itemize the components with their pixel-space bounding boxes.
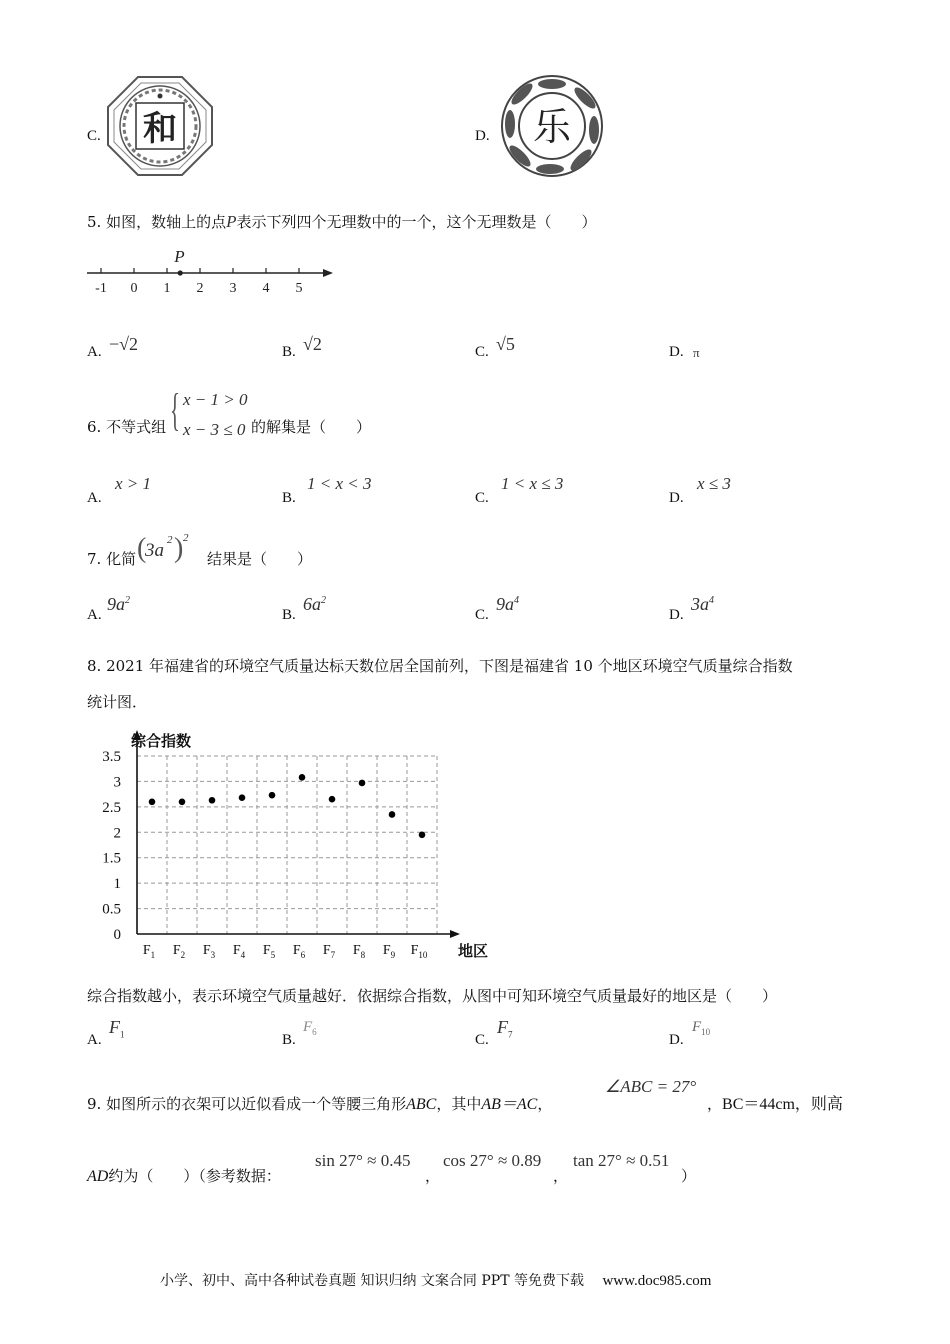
footer-text: 小学、初中、高中各种试卷真题 知识归纳 文案合同 PPT 等免费下载 (160, 1273, 584, 1289)
q5-option-d-label: D. (669, 344, 684, 360)
q9-line1-left: 9. 如图所示的衣架可以近似看成一个等腰三角形ABC，其中AB＝AC， (87, 1095, 553, 1113)
q7-stem-post: 结果是（ ） (207, 550, 313, 568)
chart-ytick-label: 3 (113, 774, 121, 791)
q4-option-c-label: C. (87, 128, 101, 144)
q6-option-c-label: C. (475, 490, 489, 506)
q5-option-c-label: C. (475, 344, 489, 360)
q8-option-b-label: B. (282, 1032, 296, 1048)
q9-triangle: ABC (406, 1096, 437, 1113)
q7-option-c-exp: 4 (514, 595, 519, 606)
chart-point-f8 (359, 780, 366, 787)
q4-option-d-label: D. (475, 128, 490, 144)
q8-option-c-label: C. (475, 1032, 489, 1048)
numberline-tick-label: 4 (262, 281, 270, 296)
q7-option-c-label: C. (475, 607, 489, 623)
chart-point-f5 (269, 792, 276, 799)
chart-ylabel: 综合指数 (131, 734, 192, 750)
footer-url[interactable]: www.doc985.com (602, 1273, 712, 1289)
q9-bc: ，BC＝44cm，则高 (707, 1095, 843, 1113)
q9-comma-2: ， (553, 1167, 569, 1185)
q9-line1-mid: ，其中 (436, 1095, 482, 1113)
q7-option-a-exp: 2 (125, 595, 130, 606)
q7-expr-outer-exp: 2 (183, 532, 189, 544)
q8-scatter-chart (85, 718, 505, 963)
q7-option-d-exp: 4 (709, 595, 714, 606)
chart-ytick-label: 0 (113, 927, 121, 943)
q7-option-d-coef: 3 (691, 594, 700, 614)
q7-paren-open: ( (137, 533, 147, 564)
chart-point-f3 (209, 797, 216, 804)
chart-ytick-label: 1 (113, 876, 121, 893)
chart-xtick-label: $F_4$ (232, 943, 246, 960)
chart-xlabel: 地区 (458, 944, 489, 960)
q5-point-p (178, 270, 183, 275)
chart-xtick-label: $F_3$ (202, 943, 216, 960)
q8-options (87, 1017, 887, 1051)
chart-point-f2 (179, 798, 186, 805)
q5-option-a-label: A. (87, 344, 102, 360)
q7-option-d-label: D. (669, 607, 684, 623)
chart-xtick-label: $F_6$ (292, 943, 306, 960)
q8-option-b-var: F (303, 1019, 313, 1035)
q9-close: ） (681, 1167, 697, 1185)
q6-option-b-value: 1 < x < 3 (307, 474, 372, 493)
q5-stem-var: P (226, 212, 237, 231)
q7-option-b-label: B. (282, 607, 296, 623)
q4-option-c-logo (105, 74, 215, 178)
q8-option-c-var: F (497, 1017, 508, 1037)
q7-option-a-var: a (116, 594, 125, 614)
q8-option-d-var: F (692, 1019, 702, 1035)
q5-point-label: P (174, 248, 185, 266)
q5-option-c-value: √5 (496, 334, 515, 354)
chart-xtick-label: $F_8$ (352, 943, 366, 960)
q9-ad: AD (87, 1168, 109, 1185)
q7-option-c-coef: 9 (496, 594, 505, 614)
chart-ytick-label: 3.5 (102, 749, 121, 765)
q7-options (87, 592, 887, 626)
chart-xtick-label: $F_2$ (172, 943, 186, 960)
q8-option-d-label: D. (669, 1032, 684, 1048)
chart-x-axis-arrow (450, 930, 460, 938)
q7-expr-inner-exp: 2 (167, 534, 173, 546)
q9-sin: sin 27° ≈ 0.45 (315, 1151, 411, 1170)
q5-option-b-value: √2 (303, 334, 322, 354)
q5-option-a-value: −√2 (109, 334, 139, 354)
chart-ytick-label: 0.5 (102, 901, 121, 918)
q8-option-b-sub: 6 (312, 1027, 317, 1037)
q8-option-a-label: A. (87, 1032, 102, 1048)
q4-option-c-char: 和 (143, 111, 177, 148)
q6-stem-post: 的解集是（ ） (251, 418, 372, 436)
q4-option-d-char: 乐 (532, 107, 572, 149)
chart-xtick-label: $F_{10}$ (410, 943, 428, 960)
q7-option-a-label: A. (87, 607, 102, 623)
q5-option-b-label: B. (282, 344, 296, 360)
q5-stem (87, 211, 597, 232)
q7-option-b-var: a (312, 594, 321, 614)
chart-xtick-label: $F_1$ (142, 943, 156, 960)
q5-stem-post: 表示下列四个无理数中的一个，这个无理数是（ ） (236, 213, 597, 231)
q9-bc-text: BC＝44cm，则高 (722, 1096, 843, 1113)
q9-angle: ∠ABC = 27° (605, 1077, 697, 1096)
chart-point-f4 (239, 794, 246, 801)
q7-option-d-var: a (700, 594, 709, 614)
chart-point-f9 (389, 811, 396, 818)
q9-line2 (87, 1165, 281, 1186)
q8-stem-line2: 统计图． (87, 693, 148, 711)
q6-option-a-value: x > 1 (115, 474, 152, 493)
q9-equal-sides: AB＝AC (481, 1096, 538, 1113)
numberline-tick-label: 5 (295, 281, 303, 296)
q7-stem-pre: 7. 化简 (87, 550, 137, 568)
q6-options (87, 473, 887, 507)
numberline-tick-label: -1 (95, 281, 107, 296)
numberline-tick-label: 1 (163, 281, 171, 296)
q7-option-a-coef: 9 (107, 594, 116, 614)
q8-option-c-sub: 7 (508, 1029, 513, 1040)
q6-option-a-label: A. (87, 490, 102, 506)
q8-option-a-sub: 1 (120, 1029, 125, 1040)
q6-option-c-value: 1 < x ≤ 3 (501, 474, 564, 493)
chart-xtick-label: $F_9$ (382, 943, 396, 960)
q9-line1-pre: 9. 如图所示的衣架可以近似看成一个等腰三角形 (87, 1095, 407, 1113)
q4-option-d-logo (498, 72, 606, 180)
chart-xtick-label: $F_5$ (262, 943, 276, 960)
q7-expr-base: 3a (145, 540, 164, 561)
chart-ytick-label: 1.5 (102, 850, 121, 867)
chart-ytick-label: 2 (113, 825, 121, 842)
q5-number-line (85, 248, 335, 296)
numberline-tick-label: 0 (130, 281, 138, 296)
footer (160, 1270, 711, 1290)
q7-paren-close: ) (174, 533, 184, 564)
q9-cos: cos 27° ≈ 0.89 (443, 1151, 542, 1170)
q6-brace: { (170, 384, 180, 435)
chart-point-f7 (329, 796, 336, 803)
chart-point-f6 (299, 774, 306, 781)
q6-line1: x − 1 > 0 (183, 390, 248, 409)
q8-after-chart: 综合指数越小，表示环境空气质量越好．依据综合指数，从图中可知环境空气质量最好的地区是（ ） (87, 987, 778, 1005)
q8-option-a-var: F (109, 1017, 120, 1037)
q9-tan: tan 27° ≈ 0.51 (573, 1151, 670, 1170)
q8-stem-line1: 8. 2021 年福建省的环境空气质量达标天数位居全国前列，下图是福建省 10 个地区环境空气质量综合指数 (87, 657, 793, 675)
q6-option-b-label: B. (282, 490, 296, 506)
q7-option-c-var: a (505, 594, 514, 614)
q6-option-d-label: D. (669, 490, 684, 506)
q6-line2: x − 3 ≤ 0 (183, 420, 246, 439)
chart-point-f1 (149, 798, 156, 805)
q8-option-d-sub: 10 (701, 1027, 711, 1037)
q5-option-d-value: π (693, 345, 700, 360)
q6-stem-pre: 6. 不等式组 (87, 418, 167, 436)
q7-option-b-exp: 2 (321, 595, 326, 606)
numberline-tick-label: 2 (196, 281, 204, 296)
chart-ytick-label: 2.5 (102, 799, 121, 816)
q5-stem-pre: 5. 如图，数轴上的点 (87, 213, 227, 231)
q9-line2-mid: 约为（ ）（参考数据： (108, 1167, 281, 1185)
chart-xtick-label: $F_7$ (322, 943, 336, 960)
q5-options (87, 330, 887, 360)
chart-point-f10 (419, 832, 426, 839)
numberline-tick-label: 3 (229, 281, 237, 296)
q9-comma-1: ， (425, 1167, 441, 1185)
q7-option-b-coef: 6 (303, 594, 312, 614)
q6-option-d-value: x ≤ 3 (697, 474, 731, 493)
